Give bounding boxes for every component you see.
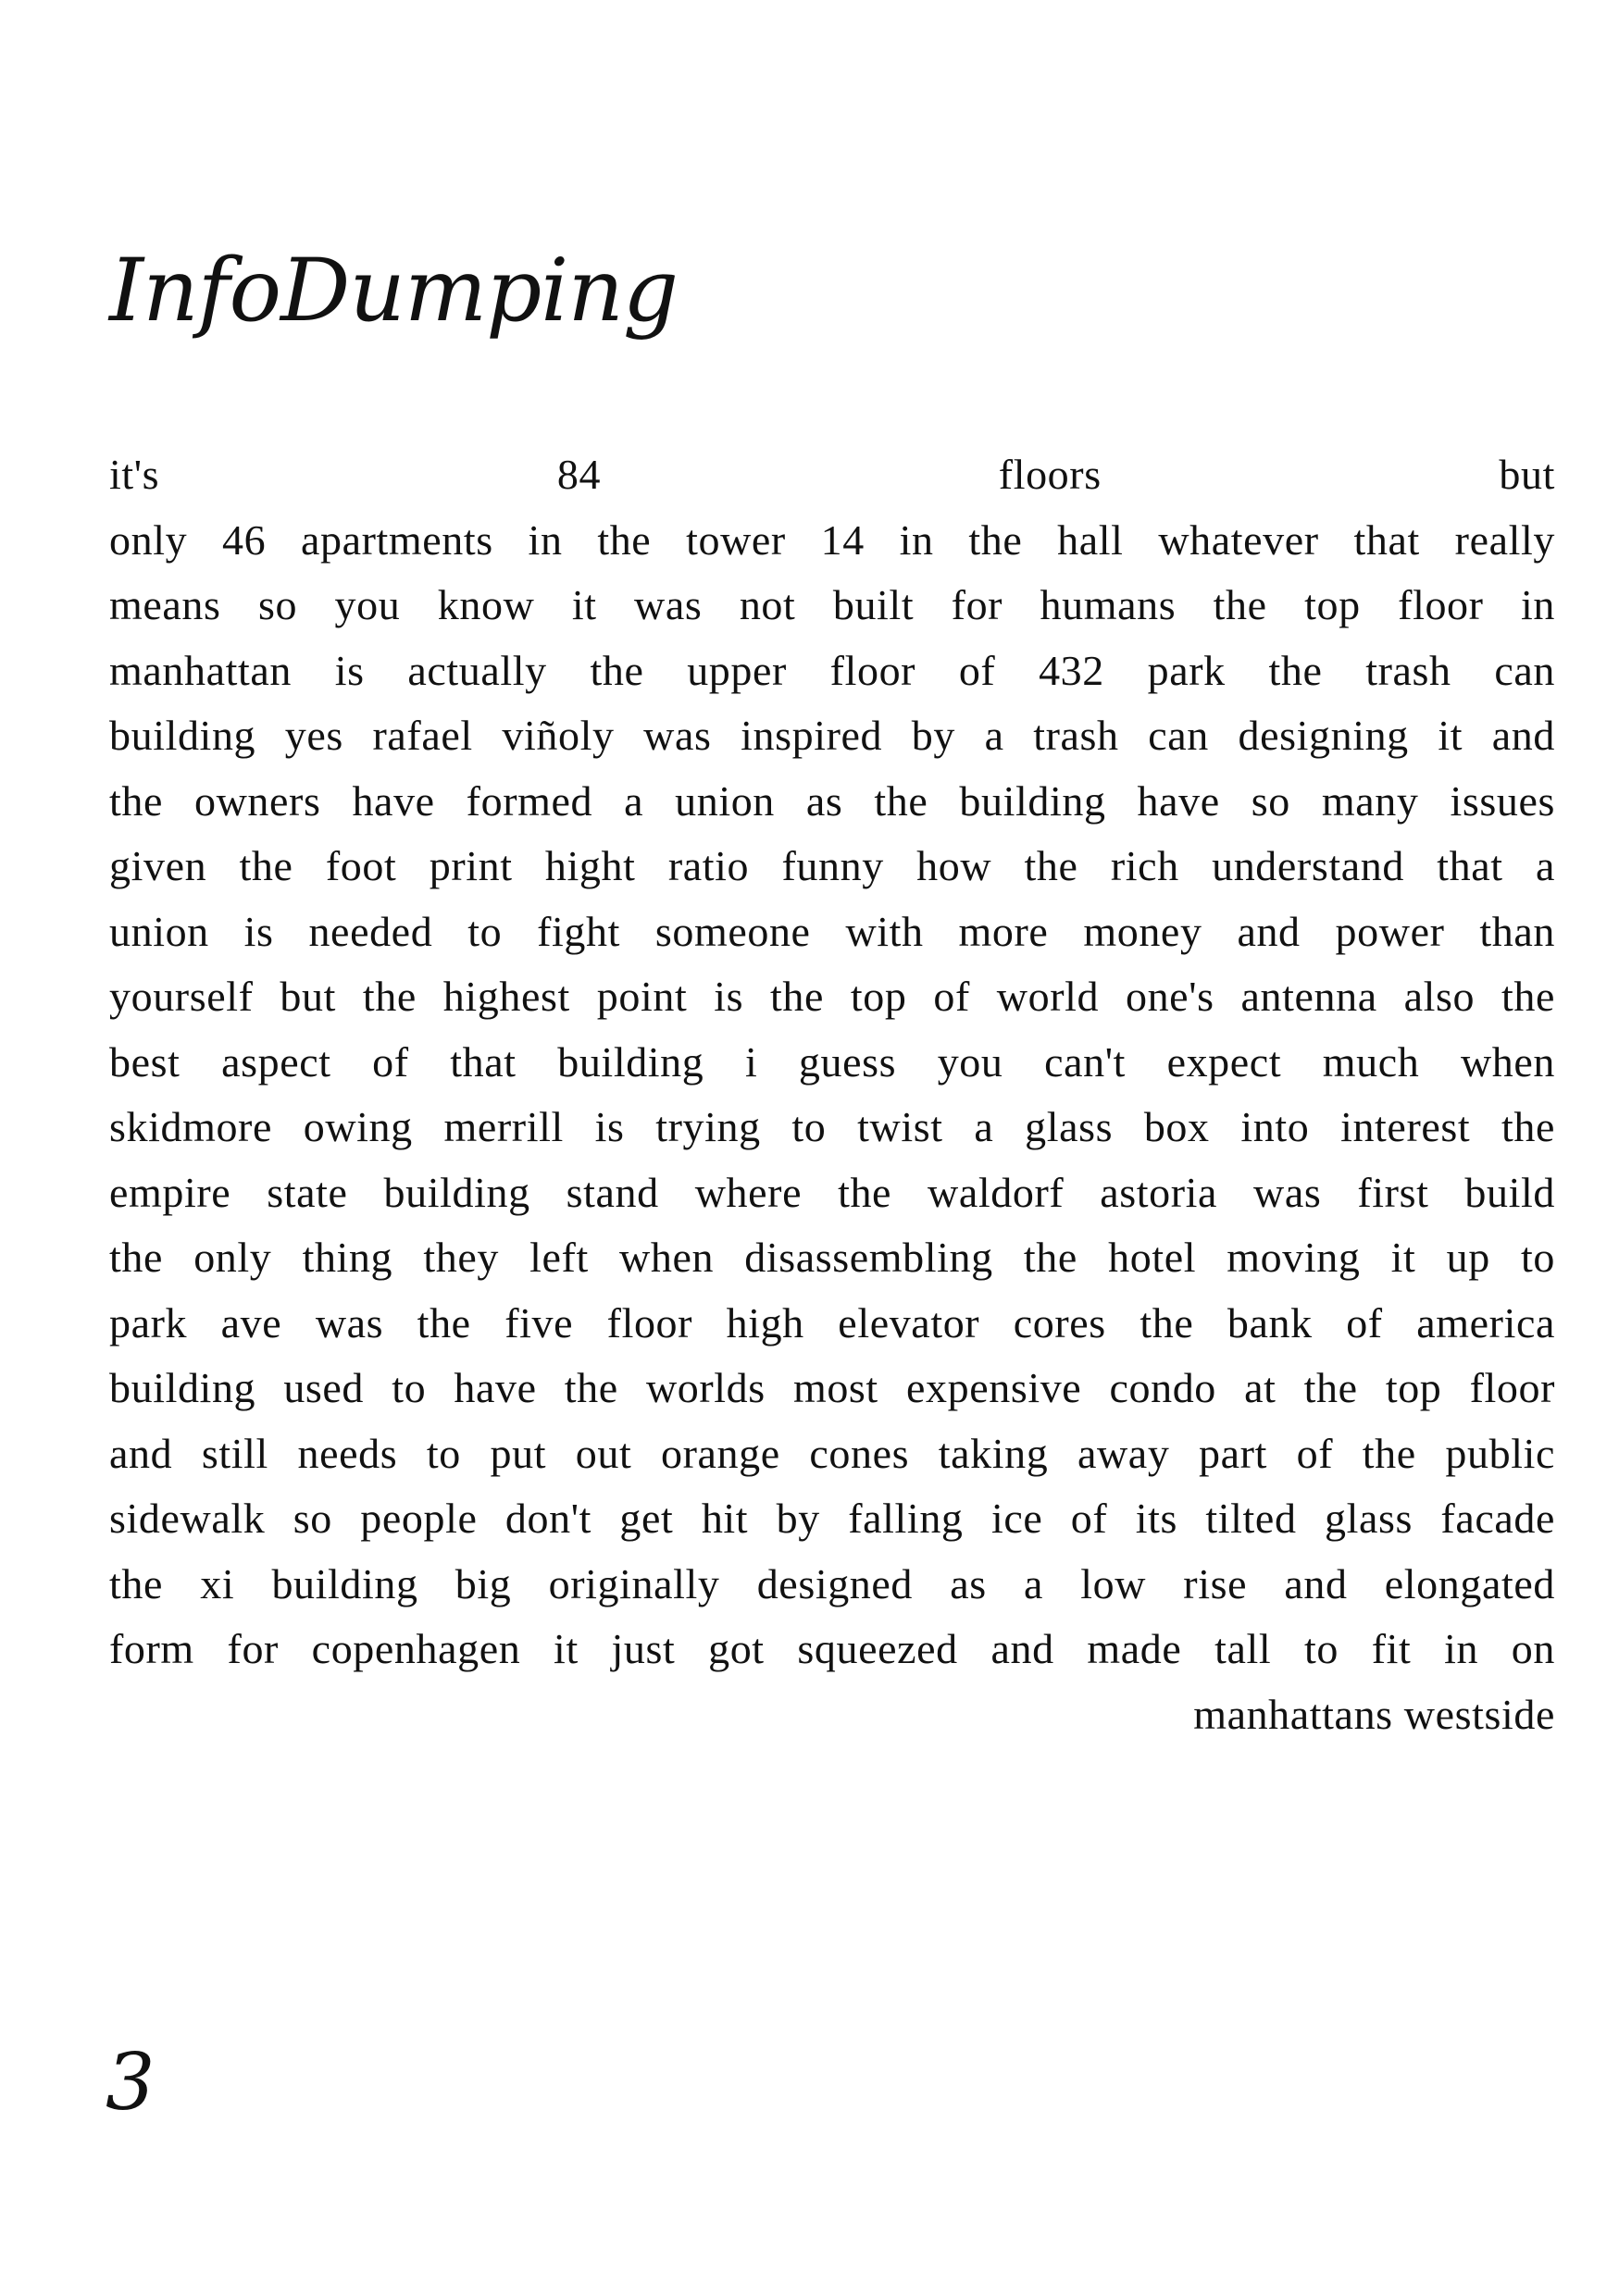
body-line: the only thing they left when disassembling the hotel moving it up to bbox=[109, 1234, 1555, 1281]
body-line: yourself but the highest point is the top of world one's antenna also the bbox=[109, 973, 1555, 1020]
body-line: best aspect of that building i guess you can't expect much when bbox=[109, 1037, 1555, 1086]
body-line: union is needed to fight someone with more money and power than bbox=[109, 907, 1555, 955]
body-line: only 46 apartments in the tower 14 in the hall whatever that really bbox=[109, 515, 1555, 564]
page-title: InfoDumping bbox=[109, 241, 679, 341]
body-line: sidewalk so people don't get hit by falling ice of its tilted glass facade bbox=[109, 1495, 1555, 1542]
body-line: building yes rafael viñoly was inspired by a trash can designing it and bbox=[109, 712, 1555, 759]
body-line: building used to have the worlds most expensive condo at the top floor bbox=[109, 1364, 1555, 1411]
body-line: means so you know it was not built for humans the top floor in bbox=[109, 581, 1555, 628]
body-line: skidmore owing merrill is trying to twist a glass box into interest the bbox=[109, 1103, 1555, 1150]
body-line: the xi building big originally designed as a low rise and elongated bbox=[109, 1559, 1555, 1607]
body-line: given the foot print hight ratio funny how the rich understand that a bbox=[109, 842, 1555, 889]
body-line: it's 84 floors but bbox=[109, 451, 1555, 498]
body-line: park ave was the five floor high elevator cores the bank of america bbox=[109, 1298, 1555, 1347]
body-line: manhattan is actually the upper floor of 432 park the trash can bbox=[109, 646, 1555, 694]
body-line: empire state building stand where the waldorf astoria was first build bbox=[109, 1168, 1555, 1216]
page-number: 3 bbox=[106, 2037, 156, 2128]
body-line: form for copenhagen it just got squeezed and made tall to fit in on bbox=[109, 1625, 1555, 1672]
body-line: and still needs to put out orange cones taking away part of the public bbox=[109, 1429, 1555, 1477]
body-line-last: manhattans westside bbox=[1193, 1690, 1555, 1738]
body-line: the owners have formed a union as the building have so many issues bbox=[109, 776, 1555, 825]
body-text bbox=[109, 442, 1555, 1747]
